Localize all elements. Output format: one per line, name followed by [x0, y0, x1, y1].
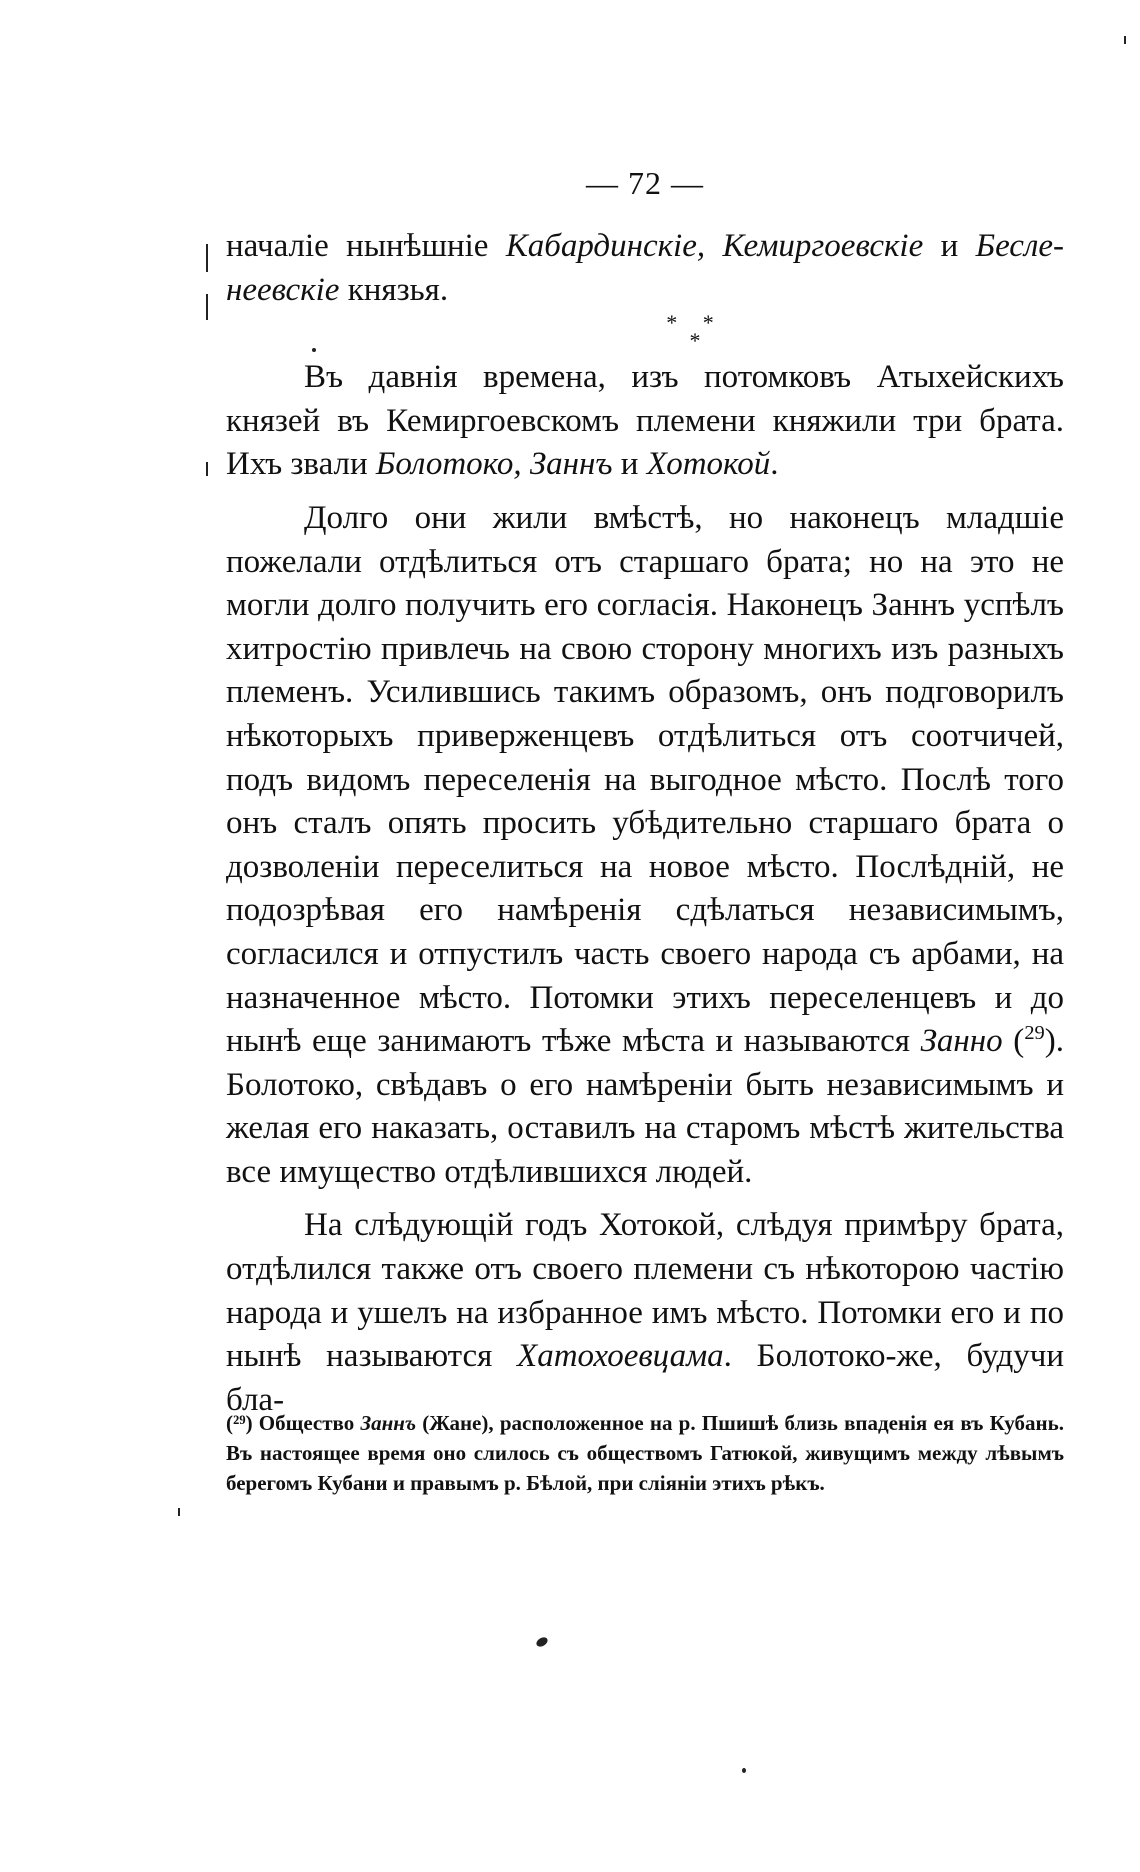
- speck: [742, 1768, 746, 1773]
- text-run: На слѣдующій годъ Хотокой, слѣдуя примѣру брата, отдѣлился также отъ своего племени съ нѣкоторою частію народа и ушелъ на избранное имъ мѣсто. Потомки его и по нынѣ называются: [226, 1207, 1064, 1375]
- margin-mark: [206, 294, 208, 320]
- speck: [312, 348, 316, 352]
- text-run: (: [1002, 1023, 1025, 1060]
- italic-names: Болотоко, Заннъ: [375, 446, 613, 483]
- text-run: ). Болотоко, свѣдавъ о его намѣреніи быть независимымъ и желая его наказать, оставилъ на старомъ мѣстѣ жительства все имущество отдѣлившихся людей.: [226, 1023, 1064, 1190]
- text-run: Долго они жили вмѣстѣ, но наконецъ младшіе пожелали отдѣлиться отъ старшаго брата; но на это не могли долго получить его согласія. Наконецъ Заннъ успѣлъ хитростію привлечь на свою сторону многихъ изъ разныхъ племенъ. Усилившись такимъ образомъ, онъ подговорилъ нѣкоторыхъ приверженцевъ отдѣлиться отъ соотчичей, подъ видомъ переселенія на выгодное мѣсто. Послѣ того онъ сталъ опять просить убѣдительно старшаго брата о дозволеніи переселиться на новое мѣсто. Послѣдній, не подозрѣвая его намѣренія сдѣлаться независимымъ, согласился и отпустилъ часть своего народа съ арбами, на назначенное мѣсто. Потомки этихъ переселенцевъ и до нынѣ еще занимаютъ тѣже мѣста и называются: [226, 499, 1064, 1060]
- text-run: началіе нынѣшніе: [226, 228, 506, 264]
- footnote-mark: (²⁹): [226, 1411, 253, 1435]
- text-run: . Болотоко-же, будучи бла-: [226, 1338, 1064, 1418]
- italic-names: Кабардинскіе, Кемиргоевскіе: [505, 228, 924, 264]
- speck: [535, 1636, 549, 1649]
- text-run: и: [612, 446, 647, 483]
- paragraph-three-brothers: [226, 356, 1064, 487]
- speck: [178, 1508, 180, 1516]
- margin-mark: [206, 244, 208, 272]
- asterism-divider: [226, 312, 1064, 356]
- paragraph-khotokoy-story: [226, 1204, 1064, 1422]
- main-text: [226, 225, 1064, 1422]
- italic-names: Хатохоевцама: [517, 1338, 724, 1375]
- paragraph-continuation: [226, 225, 1064, 312]
- text-run: и: [923, 228, 976, 264]
- text-run: Общество: [252, 1411, 361, 1435]
- text-run: (Жане), расположенное на р. Пшишѣ близь впаденія ея въ Кубань. Въ настоящее время оно слилось съ обществомъ Гатюкой, живущимъ между лѣвымъ берегомъ Кубани и правымъ р. Бѣлой, при сліяніи этихъ рѣкъ.: [226, 1411, 1064, 1495]
- speck: [1124, 36, 1126, 44]
- footnote-reference: 29: [1024, 1022, 1045, 1045]
- italic-names: Занно: [920, 1023, 1003, 1060]
- paragraph-zann-story: [226, 497, 1064, 1195]
- italic-names: Заннъ: [360, 1411, 417, 1435]
- asterism-top: * *: [666, 310, 724, 336]
- italic-names: Беслe-неевскіе: [226, 228, 1064, 308]
- asterism-bottom: *: [689, 328, 701, 354]
- text-run: князья.: [339, 271, 449, 308]
- page-number: — 72 —: [586, 165, 704, 201]
- text-run: Въ давнія времена, изъ потомковъ Атыхейскихъ князей въ Кемиргоевскомъ племени княжили три брата. Ихъ звали: [226, 359, 1064, 483]
- margin-mark: [206, 462, 208, 476]
- footnote: [226, 1408, 1064, 1498]
- italic-names: Хотокой: [646, 446, 771, 483]
- text-run: .: [770, 446, 779, 483]
